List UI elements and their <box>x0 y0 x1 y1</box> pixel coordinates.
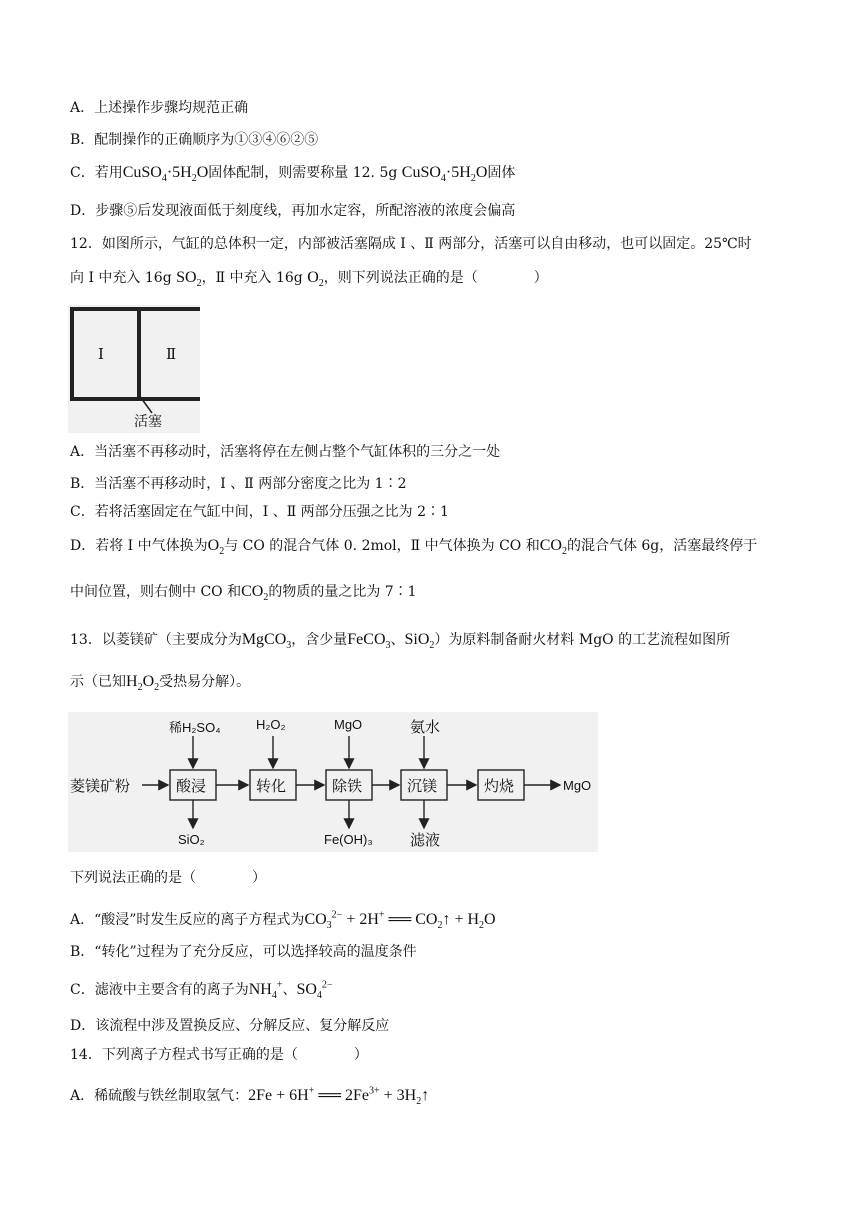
flow-step-precipitate-mg: 沉镁 <box>407 777 438 795</box>
q11-option-a: A．上述操作步骤均规范正确 <box>70 100 249 116</box>
cylinder-part-ii-label: Ⅱ <box>166 345 177 363</box>
q12-option-c: C．若将活塞固定在气缸中间，Ⅰ 、Ⅱ 两部分压强之比为 2∶1 <box>70 504 449 520</box>
piston-label: 活塞 <box>134 414 162 430</box>
flow-product-feoh3: Fe(OH)₃ <box>324 832 373 847</box>
q12-option-d-line1: D．若将 Ⅰ 中气体换为$O_2$与 CO 的混合气体 0. 2mol，Ⅱ 中气体换为 CO 和$CO_2$的混合气体 6g，活塞最终停于 <box>70 537 758 558</box>
q13-stem-line1: 13．以菱镁矿（主要成分为MgCO$_3$，含少量FeCO$_3$、SiO$_2$）为原料制备耐火材料 MgO 的工艺流程如图所 <box>70 631 731 652</box>
q12-option-b: B．当活塞不再移动时，Ⅰ 、Ⅱ 两部分密度之比为 1∶2 <box>70 476 407 492</box>
q11-option-d: D．步骤⑤后发现液面低于刻度线，再加水定容，所配溶液的浓度会偏高 <box>70 203 516 219</box>
flow-product-sio2: SiO₂ <box>178 832 205 847</box>
q14-stem: 14．下列离子方程式书写正确的是（ ） <box>70 1047 368 1063</box>
flow-step-calcine: 灼烧 <box>484 777 515 795</box>
flow-step-acid-leach: 酸浸 <box>176 777 207 795</box>
q13-option-c: C．滤液中主要含有的离子为$NH_4^+$、$SO_4^{2-}$ <box>70 979 333 1002</box>
q13-option-b: B．“转化”过程为了充分反应，可以选择较高的温度条件 <box>70 944 417 960</box>
q13-prompt: 下列说法正确的是（ ） <box>70 870 266 886</box>
q12-option-a: A．当活塞不再移动时，活塞将停在左侧占整个气缸体积的三分之一处 <box>70 444 501 460</box>
cylinder-figure <box>68 305 200 433</box>
q12-stem-line1: 12．如图所示，气缸的总体积一定，内部被活塞隔成 Ⅰ 、Ⅱ 两部分，活塞可以自由移动，也可以固定。25℃时 <box>70 236 752 252</box>
q11-option-b: B．配制操作的正确顺序为①③④⑥②⑤ <box>70 132 319 148</box>
flow-input-label: 菱镁矿粉 <box>70 777 131 795</box>
q13-stem-line2: 示（已知$H_2O_2$受热易分解）。 <box>70 673 251 694</box>
flow-step-remove-iron: 除铁 <box>332 777 363 795</box>
flow-product-filtrate: 滤液 <box>410 831 441 849</box>
flow-step-convert: 转化 <box>256 777 287 795</box>
q13-option-a: A．“酸浸”时发生反应的离子方程式为$CO_3^{2-} + 2H^+$ ══ $CO_2↑ + H_2O$ <box>70 909 496 932</box>
cylinder-part-i-label: Ⅰ <box>98 345 104 363</box>
q13-option-d: D．该流程中涉及置换反应、分解反应、复分解反应 <box>70 1018 390 1034</box>
q12-option-d-line2: 中间位置，则右侧中 CO 和$CO_2$的物质的量之比为 7∶1 <box>70 583 417 604</box>
q12-stem-line2: 向 Ⅰ 中充入 16g $SO_2$，Ⅱ 中充入 16g $O_2$，则下列说法正确的是（ ） <box>70 269 548 290</box>
q11-option-c: C．若用$CuSO_4\cdot 5H_2O$固体配制，则需要称量 12. 5g $CuSO_4\cdot 5H_2O$固体 <box>70 164 516 185</box>
flow-output-label: MgO <box>563 778 592 793</box>
flow-reagent-mgo: MgO <box>334 717 363 732</box>
flow-reagent-h2so4: 稀H₂SO₄ <box>169 720 221 735</box>
process-flow-figure <box>68 712 598 852</box>
flow-reagent-h2o2: H₂O₂ <box>256 717 286 732</box>
q14-option-a: A．稀硫酸与铁丝制取氢气：2Fe + 6H+ ══ $2Fe^{3+}$ + $3H_2↑$ <box>70 1085 430 1108</box>
flow-reagent-ammonia: 氨水 <box>410 718 441 736</box>
